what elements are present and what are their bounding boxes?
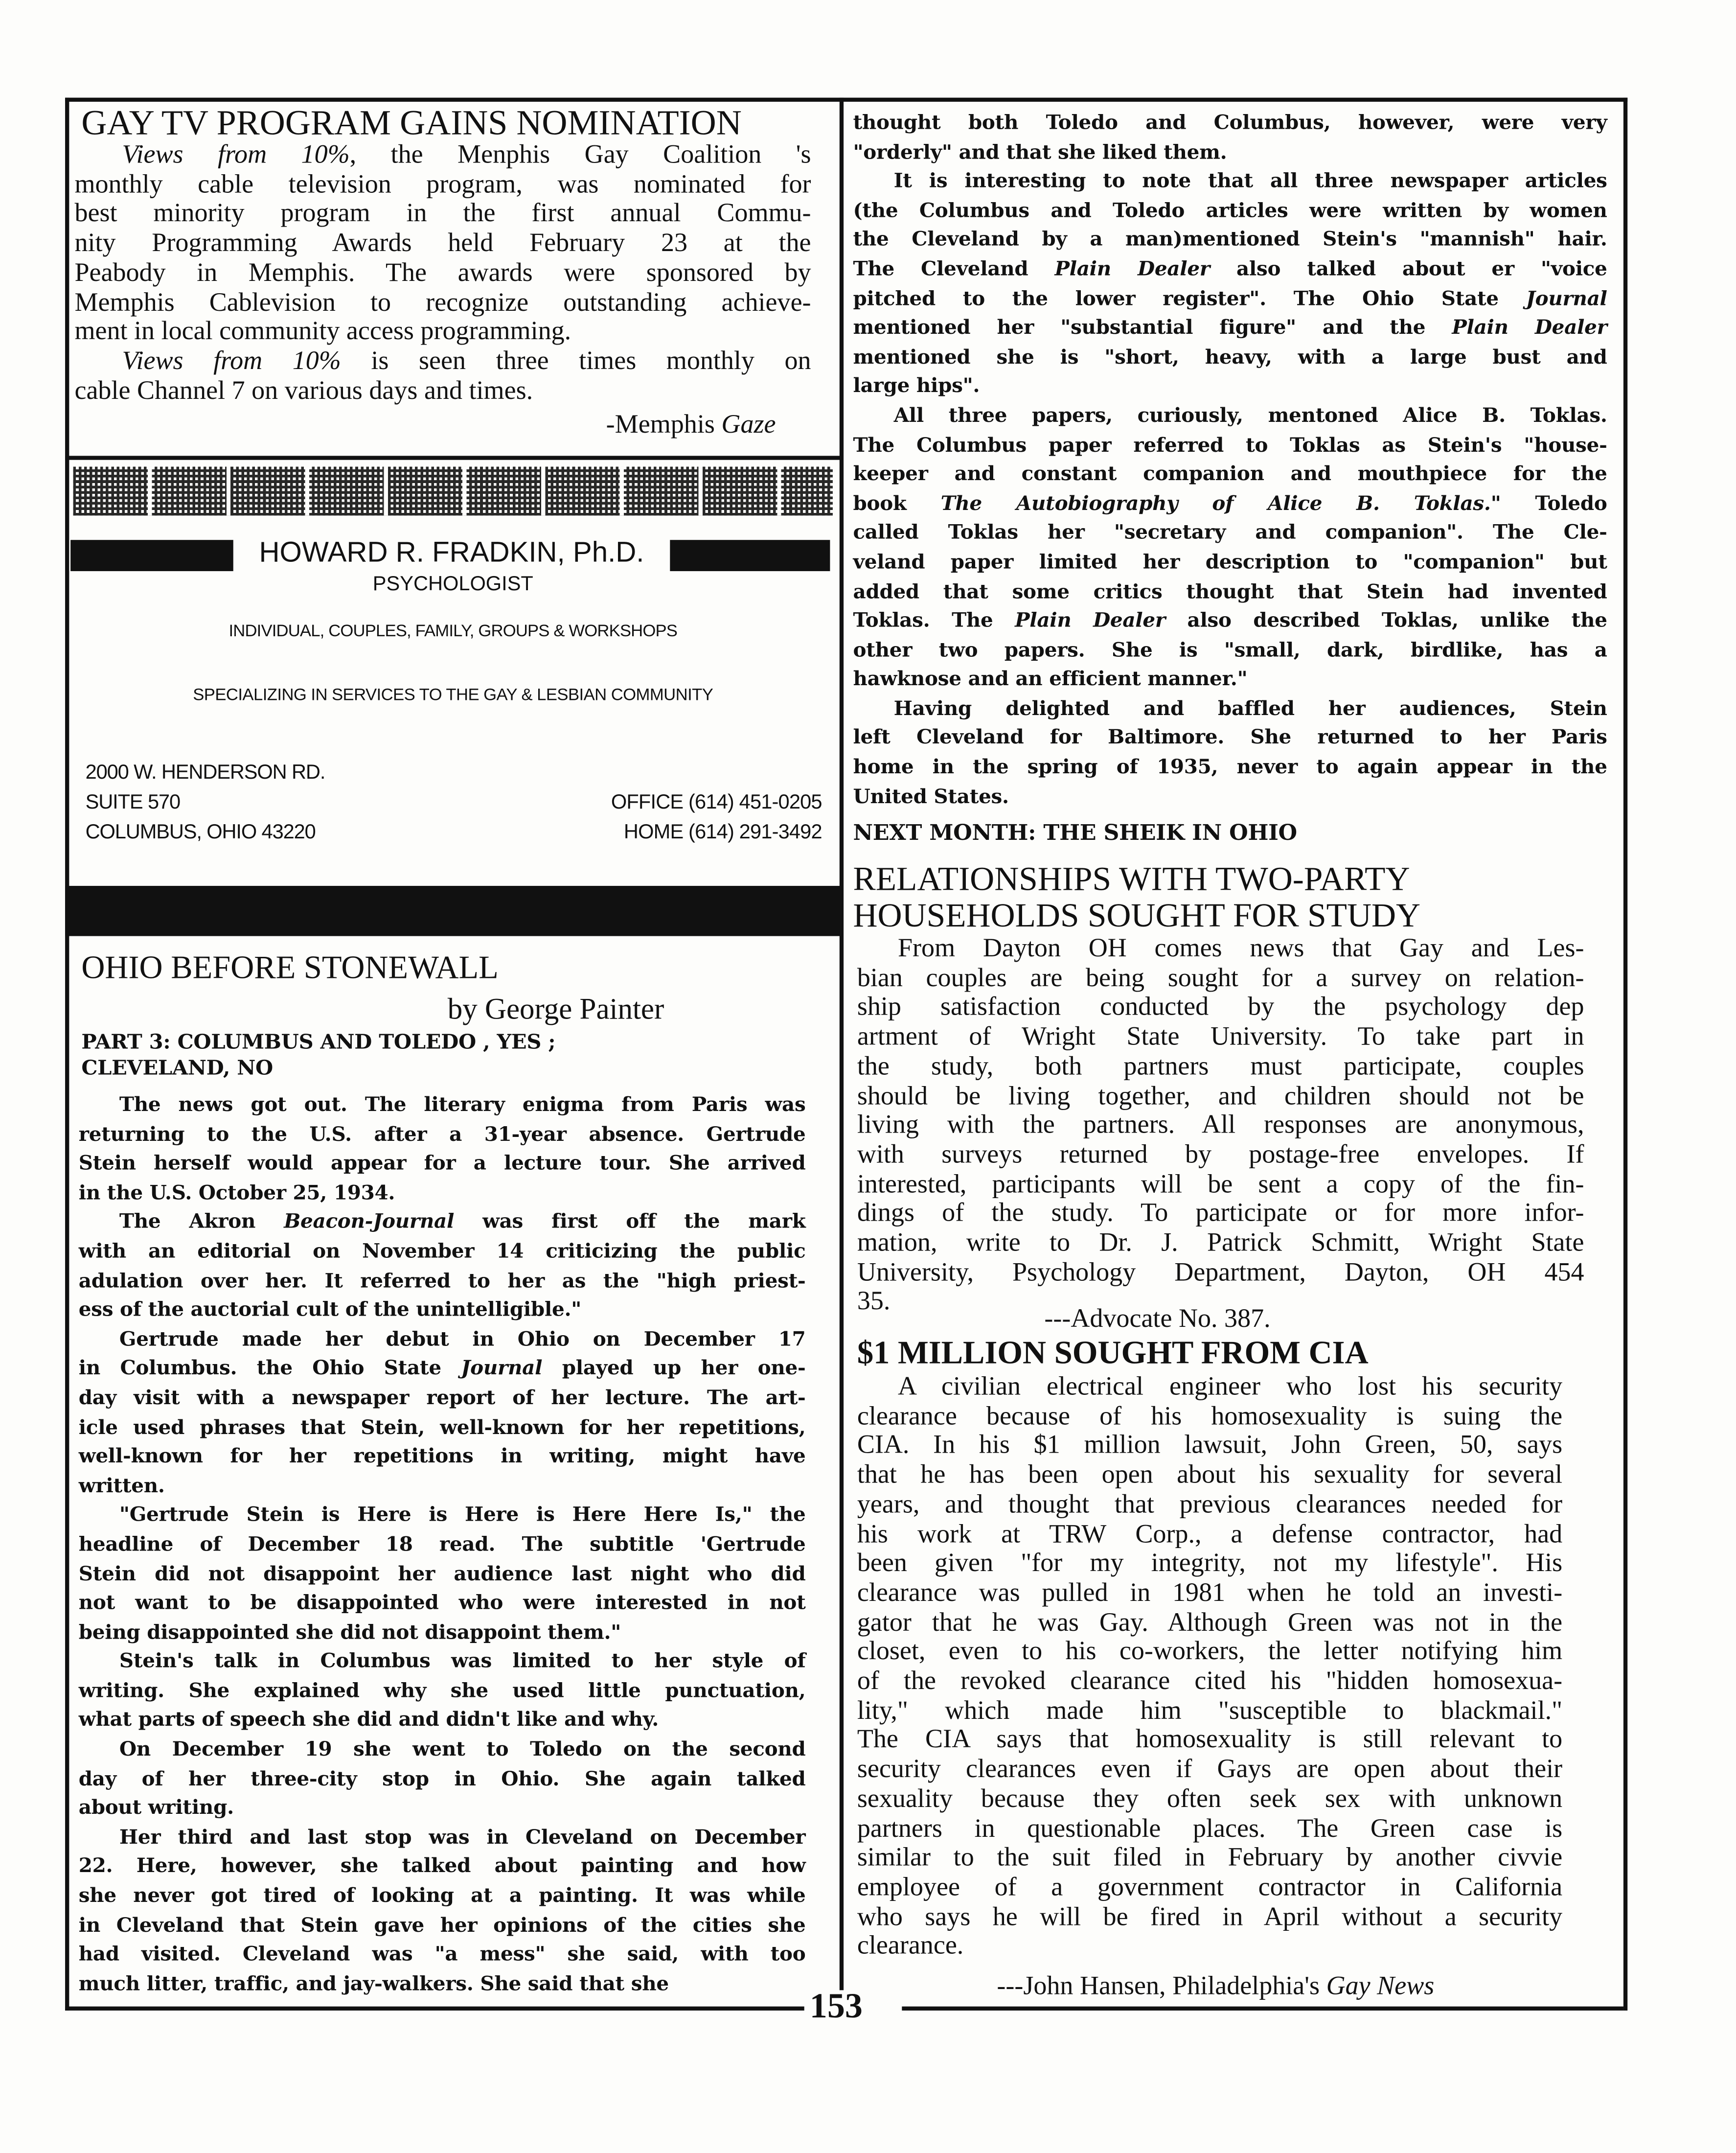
italic-title: The Autobiography of Alice B. Toklas. [940, 492, 1491, 515]
paragraph [79, 1325, 806, 1501]
text-line: nity Programming Awards held February 23 at the [74, 229, 811, 258]
text-line: who says he will be fired in April without a security [857, 1902, 1563, 1932]
text-line: (the Columbus and Toledo articles were written by women [853, 199, 1607, 222]
text-line: bian couples are being sought for a survey on relation- [857, 964, 1584, 993]
black-bar-right [670, 540, 830, 571]
text-line: added that some critics thought that Stein had invented [853, 579, 1607, 603]
text-line: "Gertrude Stein is Here is Here is Here Here Is," the [119, 1504, 806, 1527]
text-line: had visited. Cleveland was "a mess" she said, with too [78, 1943, 806, 1967]
paragraph [857, 1373, 1562, 1962]
ohio-headline: OHIO BEFORE STONEWALL [81, 951, 499, 987]
text-line: cable Channel 7 on various days and times. [74, 376, 533, 405]
text-line: mation, write to Dr. J. Patrick Schmitt, Wright State [857, 1229, 1584, 1258]
text-line: clearance. [857, 1932, 964, 1961]
text-line: similar to the suit filed in February by another civvie [857, 1844, 1563, 1873]
paragraph [74, 347, 811, 406]
text-line: large hips". [853, 374, 980, 398]
black-separator-bar [65, 886, 842, 936]
text-line: headline of December 18 read. The subtitle 'Gertrude [78, 1532, 806, 1556]
text-line: in Cleveland that Stein gave her opinions of the cities she [78, 1914, 806, 1937]
text-line: Views from 10%, the Menphis Gay Coalition 's [122, 141, 811, 170]
text-line: "orderly" and that she liked them. [853, 140, 1227, 164]
text-line: 35. [857, 1288, 891, 1317]
credit-source: Gay News [1326, 1972, 1435, 2001]
text-line: Stein's talk in Columbus was limited to her style of [119, 1650, 806, 1673]
text-line: Stein did not disappoint her audience last night who did [78, 1562, 806, 1585]
column-divider [840, 98, 844, 1991]
ohio-part-heading [81, 1030, 555, 1081]
page-number: 153 [809, 1986, 863, 2026]
text-line: of the revoked clearance cited his "hidden homosexua- [857, 1667, 1563, 1696]
text-line: she never got tired of looking at a painting. It was while [78, 1884, 806, 1908]
text-line: well-known for her repetitions in writing, might have [78, 1445, 806, 1468]
paragraph [79, 1823, 806, 1999]
paragraph [79, 1501, 806, 1647]
bottom-rule-right [902, 2007, 1623, 2011]
text-line: clearance was pulled in 1981 when he told an investi- [857, 1579, 1563, 1608]
paragraph [853, 401, 1607, 695]
text-line: From Dayton OH comes news that Gay and Les- [897, 934, 1584, 964]
text-line: University, Psychology Department, Dayton, OH 454 [857, 1258, 1584, 1287]
relationships-credit: ---Advocate No. 387. [1044, 1305, 1271, 1334]
text-line: Peabody in Memphis. The awards were sponsored by [74, 258, 811, 288]
ad-address [86, 758, 325, 848]
text-line: mentioned she is "short, heavy, with a large bust and [853, 346, 1607, 369]
text-line: living with the partners. All responses are anonymous, [857, 1111, 1584, 1140]
text-line: thought both Toledo and Columbus, however, were very [853, 111, 1607, 135]
cia-headline: $1 MILLION SOUGHT FROM CIA [857, 1336, 1369, 1372]
text-line: artment of Wright State University. To take part in [857, 1023, 1584, 1052]
text-line: years, and thought that previous clearances needed for [857, 1490, 1563, 1519]
relationships-body [857, 935, 1584, 1318]
text-line: adulation over her. It referred to her as the "high priest- [78, 1269, 806, 1293]
text-line: Her third and last stop was in Cleveland on December [119, 1826, 806, 1849]
text-line: monthly cable television program, was nominated for [74, 170, 811, 199]
text-line: closet, even to his co-workers, the letter notifying him [857, 1638, 1563, 1667]
ad-name: HOWARD R. FRADKIN, Ph.D. [259, 537, 644, 569]
text-line: dings of the study. To participate or for more infor- [857, 1200, 1584, 1228]
text-line: veland paper limited her description to "companion" but [853, 551, 1607, 574]
paragraph [853, 167, 1607, 401]
text-line: A civilian electrical engineer who lost his security [897, 1373, 1563, 1402]
text-line: The Columbus paper referred to Toklas as Stein's "house- [853, 433, 1607, 457]
text-line: written. [78, 1474, 165, 1498]
text-line: icle used phrases that Stein, well-known for her repetitions, [78, 1415, 806, 1439]
italic-title: Views from 10% [122, 141, 350, 170]
text-line: other two papers. She is "small, dark, birdlike, has a [853, 638, 1607, 662]
text-line: sexuality because they often seek sex with unknown [857, 1785, 1563, 1814]
text-line: that he has been open about his sexuality for several [857, 1461, 1563, 1490]
text-line: keeper and constant companion and mouthpiece for the [853, 463, 1607, 486]
text-line: with an editorial on November 14 criticizing the public [78, 1240, 806, 1263]
ohio-byline: by George Painter [447, 992, 664, 1026]
text-line: The CIA says that homosexuality is still relevant to [857, 1726, 1563, 1755]
text-line: best minority program in the first annual Commu- [74, 200, 811, 229]
halftone-pattern [73, 467, 833, 516]
bottom-rule-left [65, 2007, 804, 2011]
text-line: the study, both partners must participate, couples [857, 1052, 1584, 1081]
text-line: Stein herself would appear for a lecture tour. She arrived [78, 1152, 806, 1175]
text-line: CIA. In his $1 million lawsuit, John Green, 50, says [857, 1432, 1563, 1460]
text-line: day of her three-city stop in Ohio. She again talked [78, 1767, 806, 1790]
paragraph [79, 1735, 806, 1823]
text-line: not want to be disappointed who were interested in not [78, 1591, 806, 1615]
text-line: employee of a government contractor in California [857, 1873, 1563, 1902]
text-line: should be living together, and children should not be [857, 1082, 1584, 1111]
part-line: PART 3: COLUMBUS AND TOLEDO , YES ; [81, 1029, 556, 1054]
italic-title: Plain Dealer [1452, 316, 1607, 340]
ad-profession: PSYCHOLOGIST [372, 572, 533, 596]
text-line: On December 19 she went to Toledo on the second [119, 1737, 806, 1761]
text-line: in Columbus. the Ohio State Journal played up her one- [78, 1357, 806, 1380]
text-line: The Cleveland Plain Dealer also talked about er "voice [853, 257, 1607, 281]
text-line: It is interesting to note that all three newspaper articles [893, 170, 1607, 193]
ohio-body [79, 1091, 806, 1999]
headline-line: HOUSEHOLDS SOUGHT FOR STUDY [853, 898, 1421, 935]
text-line: the Cleveland by a man)mentioned Stein's "mannish" hair. [853, 228, 1607, 252]
next-month-teaser: NEXT MONTH: THE SHEIK IN OHIO [853, 819, 1297, 845]
text-line: much litter, traffic, and jay-walkers. She said that she [78, 1972, 669, 1995]
text-line: ment in local community access programming. [74, 318, 571, 347]
text-line: pitched to the lower register". The Ohio State Journal [853, 287, 1607, 310]
text-line: clearance because of his homosexuality is suing the [857, 1402, 1563, 1431]
text-line: Gertrude made her debut in Ohio on December 17 [119, 1327, 806, 1351]
text-line: returning to the U.S. after a 31-year absence. Gertrude [78, 1122, 806, 1146]
text-line: All three papers, curiously, mentoned Alice B. Toklas. [893, 404, 1607, 427]
paragraph [857, 935, 1584, 1318]
text-line: Toklas. The Plain Dealer also described Toklas, unlike the [853, 609, 1607, 632]
text-line: called Toklas her "secretary and companion". The Cle- [853, 521, 1607, 545]
gay-tv-credit [515, 411, 776, 440]
italic-title: Views from 10% [122, 347, 341, 376]
headline-line: RELATIONSHIPS WITH TWO-PARTY [853, 861, 1410, 898]
relationships-headline [853, 861, 1421, 935]
text-line: book The Autobiography of Alice B. Toklas." Toledo [853, 492, 1607, 515]
credit-prefix: ---John Hansen, Philadelphia's [997, 1972, 1326, 2001]
text-line: ess of the auctorial cult of the unintelligible." [78, 1298, 582, 1322]
credit-prefix: -Memphis [606, 411, 722, 440]
text-line: Views from 10% is seen three times monthly on [122, 347, 811, 376]
text-line: being disappointed she did not disappoint them." [78, 1621, 621, 1644]
text-line: partners in questionable places. The Green case is [857, 1814, 1563, 1843]
paragraph [853, 695, 1607, 811]
text-line: left Cleveland for Baltimore. She returned to her Paris [853, 726, 1607, 750]
italic-title: Journal [1526, 287, 1607, 310]
paragraph [79, 1091, 806, 1208]
text-line: hawknose and an efficient manner." [853, 668, 1248, 691]
text-line: in the U.S. October 25, 1934. [78, 1181, 395, 1204]
cia-body [857, 1373, 1562, 1962]
italic-title: Plain Dealer [1054, 257, 1210, 281]
text-line: gator that he was Gay. Although Green was not in the [857, 1608, 1563, 1637]
text-line: lity," which made him "susceptible to blackmail." [857, 1696, 1563, 1726]
text-line: The Akron Beacon-Journal was first off the mark [119, 1210, 806, 1234]
text-line: writing. She explained why she used little punctuation, [78, 1679, 806, 1703]
address-line: COLUMBUS, OHIO 43220 [85, 820, 316, 844]
ohio-continuation [853, 109, 1607, 812]
text-line: been given "for my integrity, not my lifestyle". His [857, 1550, 1563, 1578]
text-line: The news got out. The literary enigma from Paris was [119, 1093, 806, 1117]
text-line: with surveys returned by postage-free envelopes. If [857, 1140, 1584, 1170]
part-line: CLEVELAND, NO [81, 1055, 273, 1080]
text-line: home in the spring of 1935, never to again appear in the [853, 756, 1607, 779]
italic-title: Plain Dealer [1015, 609, 1165, 632]
office-phone: OFFICE (614) 451-0205 [611, 791, 822, 814]
paragraph [853, 109, 1607, 167]
paragraph [79, 1647, 806, 1736]
ad-specialty: SPECIALIZING IN SERVICES TO THE GAY & LESBIAN COMMUNITY [193, 685, 713, 704]
text-line: what parts of speech she did and didn't like and why. [78, 1709, 659, 1732]
paragraph [74, 141, 811, 347]
credit-source: Gaze [721, 411, 776, 440]
text-line: day visit with a newspaper report of her lecture. The art- [78, 1386, 806, 1410]
ad-phones [611, 788, 822, 848]
text-line: interested, participants will be sent a copy of the fin- [857, 1170, 1584, 1199]
text-line: security clearances even if Gays are open about their [857, 1756, 1563, 1784]
text-line: Having delighted and baffled her audiences, Stein [893, 697, 1607, 720]
text-line: ship satisfaction conducted by the psychology dep [857, 994, 1584, 1022]
text-line: mentioned her "substantial figure" and the Plain Dealer [853, 316, 1607, 340]
gay-tv-body [74, 141, 811, 406]
text-line: 22. Here, however, she talked about painting and how [78, 1855, 806, 1878]
address-line: SUITE 570 [85, 791, 181, 814]
text-line: Memphis Cablevision to recognize outstanding achieve- [74, 288, 811, 317]
italic-title: Journal [461, 1357, 543, 1380]
gay-tv-headline: GAY TV PROGRAM GAINS NOMINATION [81, 103, 742, 143]
text-line: about writing. [78, 1796, 234, 1820]
italic-title: Beacon-Journal [284, 1210, 455, 1234]
section-rule [65, 456, 841, 460]
black-bar-left [70, 540, 233, 571]
text-line: his work at TRW Corp., a defense contractor, had [857, 1520, 1563, 1549]
ad-services: INDIVIDUAL, COUPLES, FAMILY, GROUPS & WORKSHOPS [228, 621, 678, 641]
home-phone: HOME (614) 291-3492 [623, 820, 822, 844]
text-line: United States. [853, 785, 1009, 809]
fradkin-advertisement [65, 460, 841, 889]
address-line: 2000 W. HENDERSON RD. [85, 761, 325, 785]
paragraph [79, 1208, 806, 1325]
cia-credit [997, 1972, 1434, 2002]
